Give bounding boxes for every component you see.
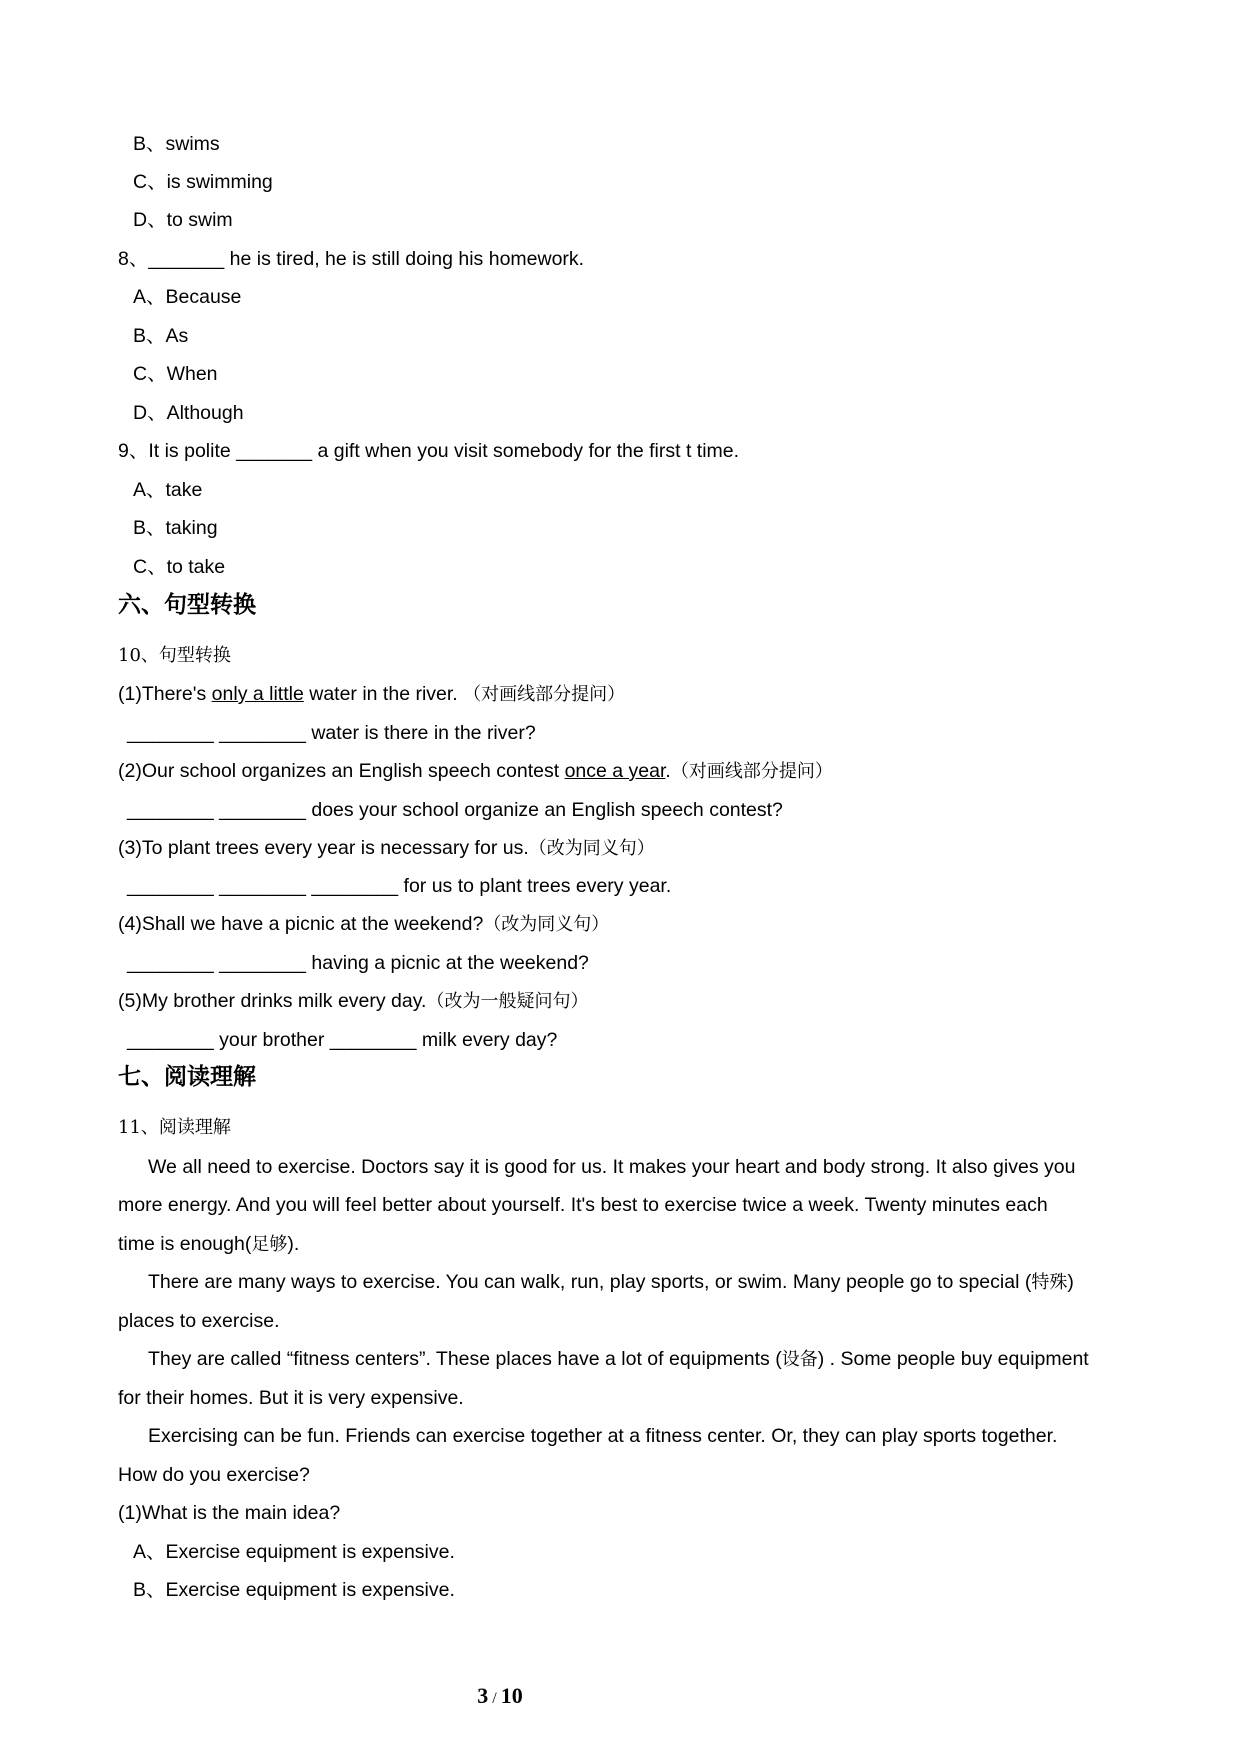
q10-item-2: (2)Our school organizes an English speech contest once a year.（对画线部分提问） <box>118 760 833 782</box>
q10-item-4: (4)Shall we have a picnic at the weekend?（改为同义句） <box>118 913 610 935</box>
passage-p1-line1: We all need to exercise. Doctors say it is good for us. It makes your heart and body strong. It also gives you <box>148 1156 1076 1178</box>
q10-answer-4: ________ ________ having a picnic at the weekend? <box>127 952 589 974</box>
q7-option-b: B、swims <box>133 133 220 155</box>
passage-p4-line1: Exercising can be fun. Friends can exercise together at a fitness center. Or, they can play sports together. <box>148 1425 1058 1447</box>
passage-p1-line2: more energy. And you will feel better about yourself. It's best to exercise twice a week. Twenty minutes each <box>118 1194 1048 1216</box>
q10-answer-1: ________ ________ water is there in the river? <box>127 722 536 744</box>
q10-answer-3: ________ ________ ________ for us to plant trees every year. <box>127 875 672 897</box>
q7-option-c: C、is swimming <box>133 171 273 193</box>
q9-option-a: A、take <box>133 479 203 501</box>
q9-option-b: B、taking <box>133 517 218 539</box>
q9-stem: 9、It is polite _______ a gift when you visit somebody for the first t time. <box>118 440 740 462</box>
q7-option-d: D、to swim <box>133 209 233 231</box>
q11-title: 11、阅读理解 <box>118 1117 231 1138</box>
q10-answer-2: ________ ________ does your school organize an English speech contest? <box>127 799 783 821</box>
passage-p3-line1: They are called “fitness centers”. These places have a lot of equipments (设备) . Some people buy equipment <box>148 1348 1089 1370</box>
q8-stem: 8、_______ he is tired, he is still doing his homework. <box>118 248 585 270</box>
q10-item-3: (3)To plant trees every year is necessary for us.（改为同义句） <box>118 837 655 859</box>
underlined-phrase: only a little <box>211 683 304 705</box>
q11-1-stem: (1)What is the main idea? <box>118 1502 341 1524</box>
passage-p4-line2: How do you exercise? <box>118 1464 310 1486</box>
q11-1-option-a: A、Exercise equipment is expensive. <box>133 1541 455 1563</box>
q10-item-1: (1)There's only a little water in the river. （对画线部分提问） <box>118 683 626 705</box>
q10-title: 10、句型转换 <box>118 645 231 666</box>
page-number: 3 / 10 <box>477 1683 523 1708</box>
passage-p1-line3: time is enough(足够). <box>118 1233 300 1255</box>
q9-option-c: C、to take <box>133 556 226 578</box>
passage-p2-line1: There are many ways to exercise. You can walk, run, play sports, or swim. Many people go to special (特殊) <box>148 1271 1074 1293</box>
underlined-phrase: once a year <box>564 760 666 782</box>
section-7-heading: 七、阅读理解 <box>118 1064 256 1090</box>
section-6-heading: 六、句型转换 <box>118 592 256 618</box>
q8-option-b: B、As <box>133 325 189 347</box>
q10-answer-5: ________ your brother ________ milk every day? <box>127 1029 558 1051</box>
passage-p3-line2: for their homes. But it is very expensive. <box>118 1387 464 1409</box>
q10-item-5: (5)My brother drinks milk every day.（改为一般疑问句） <box>118 990 589 1012</box>
passage-p2-line2: places to exercise. <box>118 1310 280 1332</box>
q8-option-c: C、When <box>133 363 218 385</box>
q8-option-a: A、Because <box>133 286 242 308</box>
q11-1-option-b: B、Exercise equipment is expensive. <box>133 1579 455 1601</box>
q8-option-d: D、Although <box>133 402 244 424</box>
